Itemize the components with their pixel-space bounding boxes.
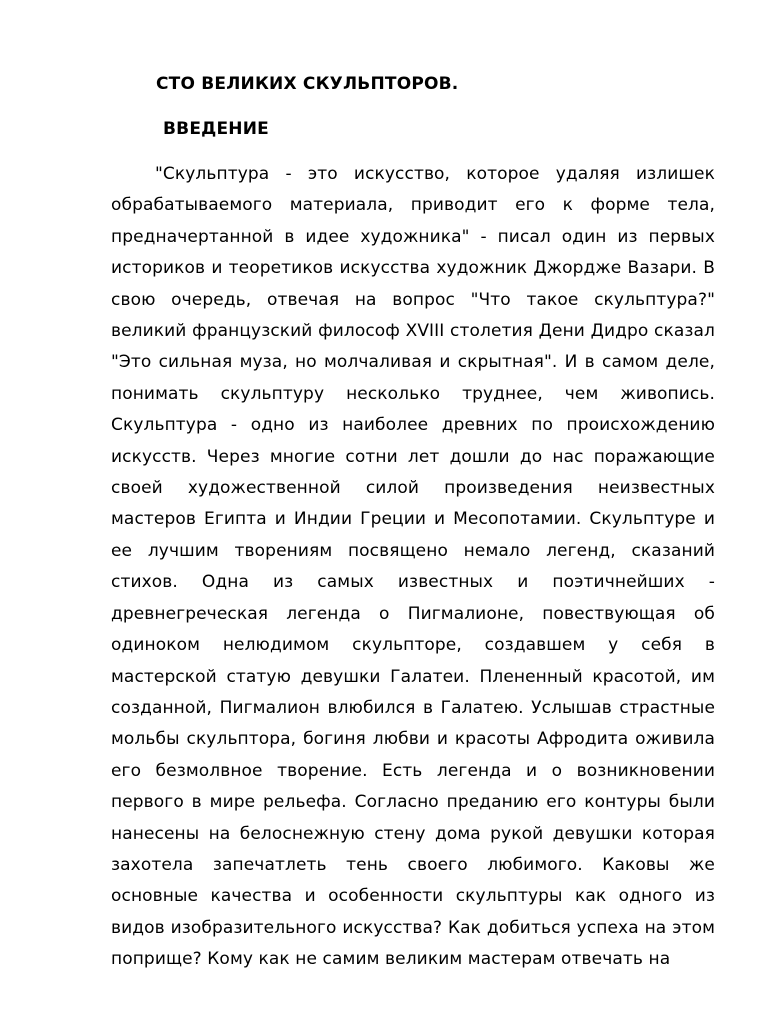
body-paragraph: "Скульптура - это искусство, которое удаляя излишек обрабатываемого материала, приводит его к форме тела, предначертанной в идее художника" - писал один из первых историков и теоретиков искусства художник Джордже Вазари. В свою очередь, отвечая на вопрос "Что такое скульптура?" великий французский философ XVIII столетия Дени Дидро сказал "Это сильная муза, но молчаливая и скрытная". И в самом деле, понимать скульптуру несколько труднее, чем живопись. Скульптура - одно из наиболее древних по происхождению искусств. Через многие сотни лет дошли до нас поражающие своей художественной силой произведения неизвестных мастеров Египта и Индии Греции и Месопотамии. Скульптуре и ее лучшим творениям посвящено немало легенд, сказаний стихов. Одна из самых известных и поэтичнейших - древнегреческая легенда о Пигмалионе, повествующая об одиноком нелюдимом скульпторе, создавшем у себя в мастерской статую девушки Галатеи. Плененный красотой, им созданной, Пигмалион влюбился в Галатею. Услышав страстные мольбы скульптора, богиня любви и красоты Афродита оживила его безмолвное творение. Есть легенда и о возникновении первого в мире рельефа. Согласно преданию его контуры были нанесены на белоснежную стену дома рукой девушки которая захотела запечатлеть тень своего любимого. Каковы же основные качества и особенности скульптуры как одного из видов изобразительного искусства? Как добиться успеха на этом поприще? Кому как не самим великим мастерам отвечать на <box>111 164 715 970</box>
section-heading: ВВЕДЕНИЕ <box>163 119 269 139</box>
document-title: СТО ВЕЛИКИХ СКУЛЬПТОРОВ. <box>156 74 459 94</box>
